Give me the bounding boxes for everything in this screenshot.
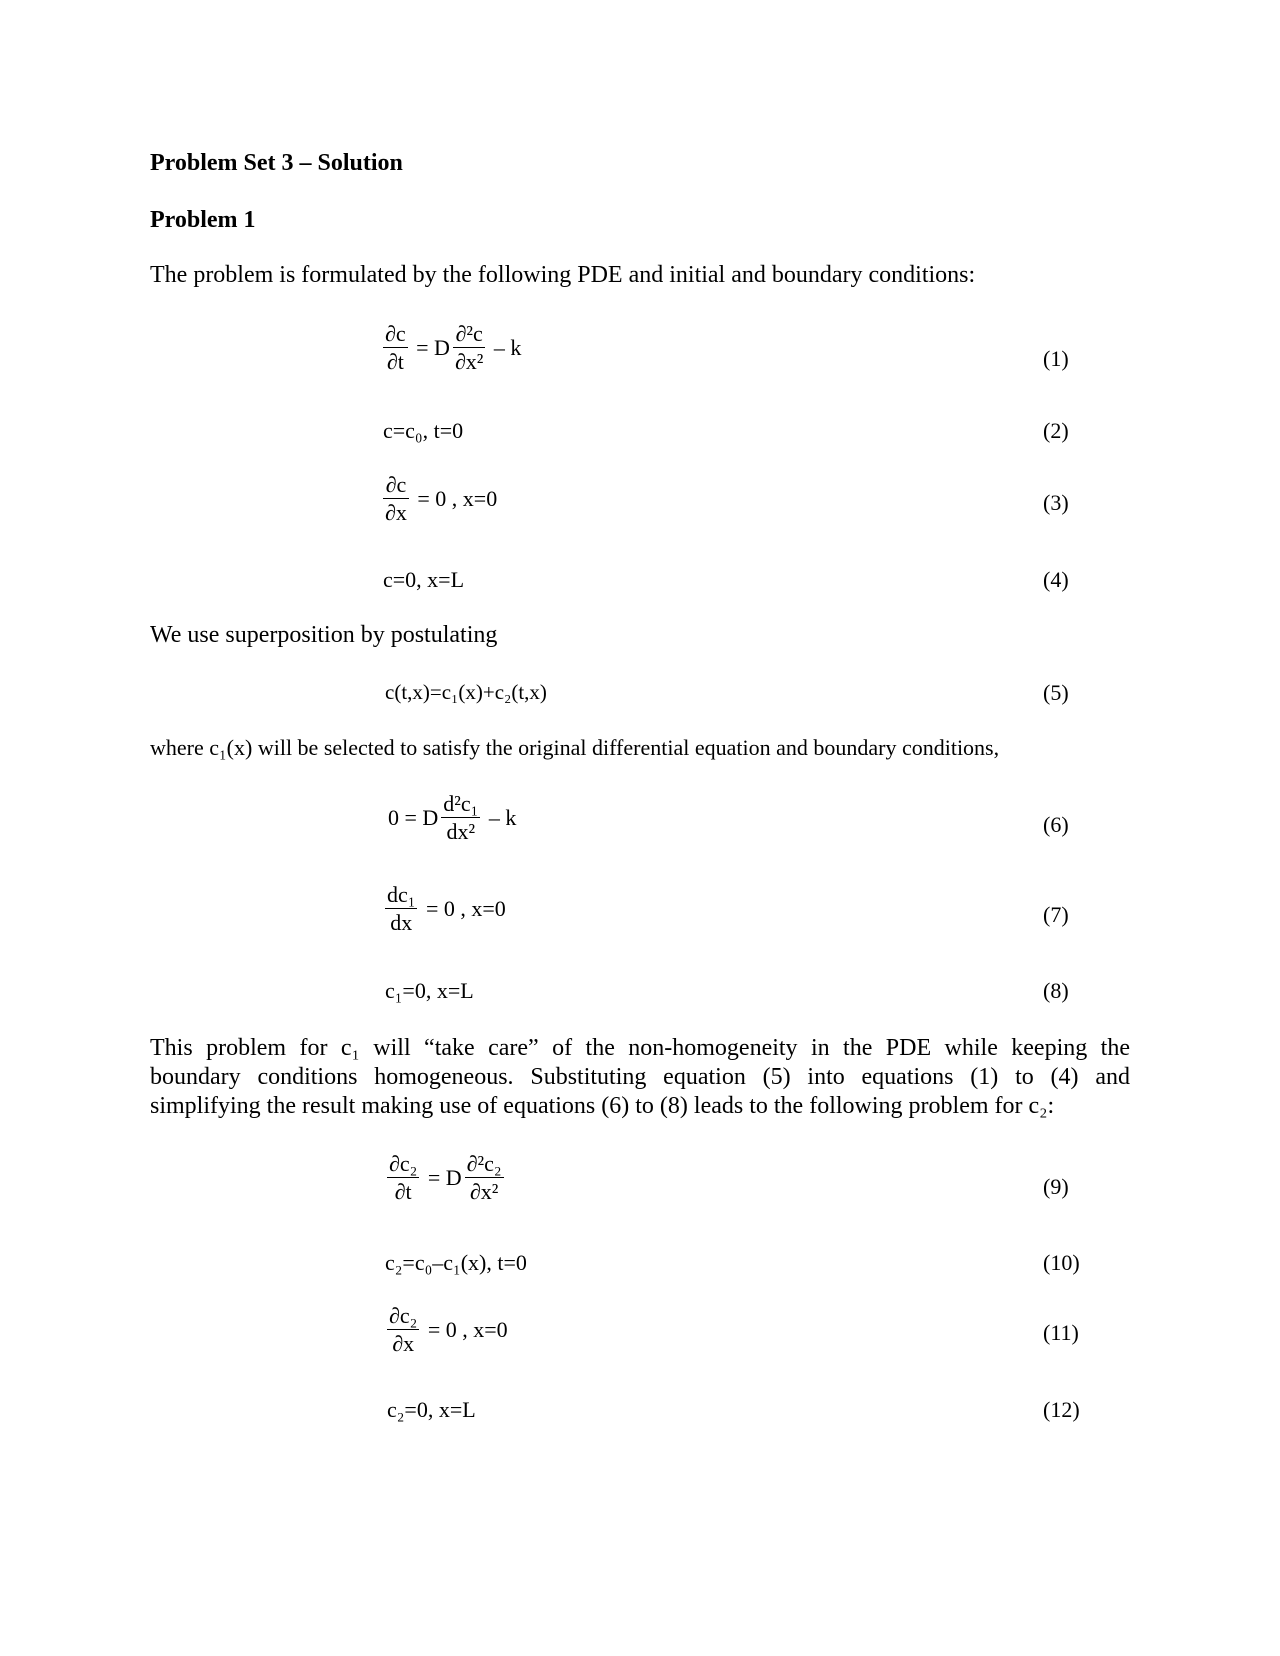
equation-number-2: (2) [1043,418,1069,443]
paragraph-line-3: simplifying the result making use of equations (6) to (8) leads to the following problem for c₂: [150,1093,1055,1119]
eq3-tail: = 0 , x=0 [417,486,498,511]
eq6-numerator: d²c₁ [443,791,479,816]
equation-4: c=0, x=L [383,567,465,592]
equation-10: c₂=c₀–c₁(x), t=0 [385,1250,527,1275]
eq1-rhs-denominator: ∂x² [454,349,484,374]
eq7-denominator: dx [390,910,413,935]
eq9-rhs-denominator: ∂x² [469,1179,499,1204]
intro-text: The problem is formulated by the following PDE and initial and boundary conditions: [150,262,976,288]
eq7-tail: = 0 , x=0 [425,896,506,921]
eq9-equals: = D [427,1165,462,1190]
eq11-denominator: ∂x [392,1331,415,1356]
page-title: Problem Set 3 – Solution [150,150,403,176]
eq6-lead: 0 = D [388,805,439,830]
equation-6 [385,793,519,843]
eq7-fraction [385,884,417,934]
equation-3 [383,474,500,524]
equation-number-8: (8) [1043,978,1069,1003]
paragraph-line-2: boundary conditions homogeneous. Substituting equation (5) into equations (1) to (4) and [150,1064,1130,1090]
equation-5: c(t,x)=c₁(x)+c₂(t,x) [385,680,547,704]
eq6-tail: – k [488,805,517,830]
equation-7 [385,884,509,934]
eq1-lhs-numerator: ∂c [385,321,406,346]
eq1-lhs-fraction [383,323,408,373]
eq3-fraction [383,474,409,524]
equation-11 [387,1305,511,1355]
eq1-rhs-numerator: ∂²c [453,323,485,348]
equation-number-9: (9) [1043,1174,1069,1199]
eq9-rhs-fraction [465,1153,504,1203]
equation-12: c₂=0, x=L [387,1397,476,1422]
eq1-rhs-fraction [453,323,485,373]
eq6-denominator: dx² [446,819,476,844]
superposition-text: We use superposition by postulating [150,622,498,648]
equation-number-4: (4) [1043,567,1069,592]
eq6-fraction [441,793,480,843]
equation-number-10: (10) [1043,1250,1080,1275]
equation-9 [387,1153,504,1203]
eq1-lhs-denominator: ∂t [386,349,404,374]
eq1-tail: – k [493,335,522,360]
eq3-denominator: ∂x [385,500,407,525]
equation-number-1: (1) [1043,346,1069,371]
eq11-tail: = 0 , x=0 [427,1317,508,1342]
eq9-lhs-numerator: ∂c₂ [389,1151,418,1176]
equation-number-12: (12) [1043,1397,1080,1422]
equation-number-5: (5) [1043,680,1069,705]
equation-8: c₁=0, x=L [385,978,474,1003]
equation-1 [383,323,524,373]
eq9-lhs-fraction [387,1153,419,1203]
paragraph-line-1: This problem for c₁ will “take care” of the non-homogeneity in the PDE while keeping the [150,1035,1130,1061]
equation-number-6: (6) [1043,812,1069,837]
eq11-numerator: ∂c₂ [389,1303,418,1328]
equation-number-7: (7) [1043,902,1069,927]
where-text: where c₁(x) will be selected to satisfy the original differential equation and boundary conditions, [150,735,1000,760]
eq7-numerator: dc₁ [387,882,416,907]
eq9-rhs-numerator: ∂²c₂ [466,1151,502,1176]
equation-2: c=c₀, t=0 [383,418,464,443]
eq11-fraction [387,1305,419,1355]
equation-number-11: (11) [1043,1320,1079,1345]
problem-heading: Problem 1 [150,207,256,233]
eq9-lhs-denominator: ∂t [394,1179,412,1204]
eq3-numerator: ∂c [383,474,409,499]
eq1-equals: = D [416,335,450,360]
equation-number-3: (3) [1043,490,1069,515]
